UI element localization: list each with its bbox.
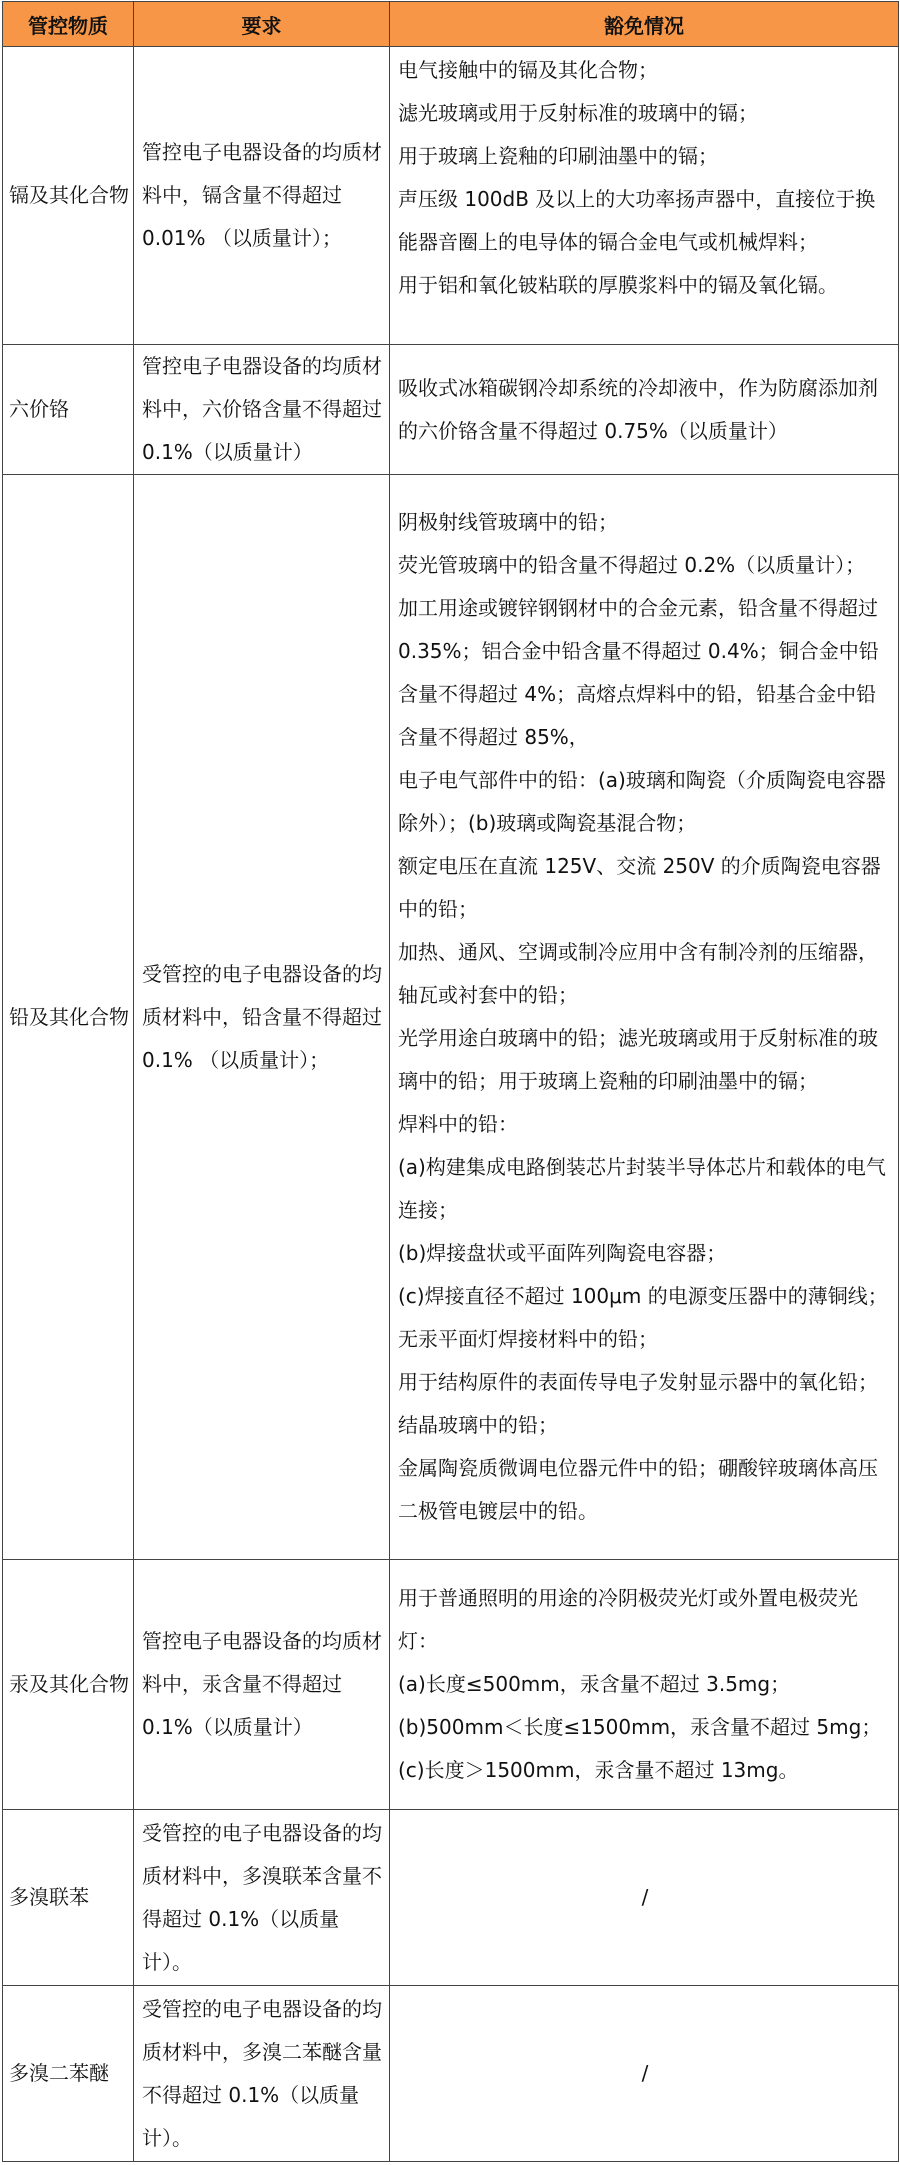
table-row [3, 1810, 899, 1986]
requirement-cell: 管控电子电器设备的均质材料中，镉含量不得超过 0.01% （以质量计）； [134, 47, 390, 345]
table-row [3, 345, 899, 475]
exemptions-cell: / [390, 1986, 899, 2162]
exemptions-cell [390, 1560, 899, 1810]
exemption-item: 滤光玻璃或用于反射标准的玻璃中的镉； [398, 101, 758, 125]
substance-cell: 镉及其化合物 [3, 47, 134, 345]
exemption-item: 用于普通照明的用途的冷阴极荧光灯或外置电极荧光灯： [398, 1586, 858, 1653]
exemptions-cell [390, 47, 899, 345]
exemption-item: 电气接触中的镉及其化合物； [398, 58, 658, 82]
requirement-cell: 管控电子电器设备的均质材料中，六价铬含量不得超过 0.1%（以质量计） [134, 345, 390, 475]
exemption-item: 无汞平面灯焊接材料中的铅； [398, 1327, 658, 1351]
exemption-item: 吸收式冰箱碳钢冷却系统的冷却液中，作为防腐添加剂的六价铬含量不得超过 0.75%（以质量计） [398, 375, 878, 443]
exemptions-cell [390, 475, 899, 1560]
substance-cell: 六价铬 [3, 345, 134, 475]
restriction-table [2, 1, 899, 2162]
exemption-item: 用于玻璃上瓷釉的印刷油墨中的镉； [398, 144, 718, 168]
table-row [3, 47, 899, 345]
exemption-item: 额定电压在直流 125V、交流 250V 的介质陶瓷电容器中的铅； [398, 854, 881, 921]
page [0, 1, 900, 2165]
exemption-item: (a)构建集成电路倒装芯片封装半导体芯片和载体的电气连接； [398, 1155, 886, 1222]
substance-cell: 多溴二苯醚 [3, 1986, 134, 2162]
requirement-cell: 受管控的电子电器设备的均质材料中，铅含量不得超过 0.1% （以质量计）； [134, 475, 390, 1560]
exemption-item: 加工用途或镀锌钢钢材中的合金元素，铅含量不得超过 0.35%；铝合金中铅含量不得超过 0.4%；铜合金中铅含量不得超过 4%；高熔点焊料中的铅，铅基合金中铅含量不得超过 85%， [398, 596, 879, 749]
header-substance: 管控物质 [3, 2, 134, 47]
exemption-item: (a)长度≤500mm，汞含量不超过 3.5mg； [398, 1672, 791, 1696]
exemption-item: 用于结构原件的表面传导电子发射显示器中的氧化铅；结晶玻璃中的铅； [398, 1370, 878, 1437]
requirement-cell: 受管控的电子电器设备的均质材料中，多溴联苯含量不得超过 0.1%（以质量计）。 [134, 1810, 390, 1986]
requirement-cell: 管控电子电器设备的均质材料中，汞含量不得超过 0.1%（以质量计） [134, 1560, 390, 1810]
table-row [3, 1560, 899, 1810]
exemption-item: 光学用途白玻璃中的铅；滤光玻璃或用于反射标准的玻璃中的铅；用于玻璃上瓷釉的印刷油墨中的镉； [398, 1026, 878, 1093]
exemption-item: (b)500mm＜长度≤1500mm，汞含量不超过 5mg； [398, 1715, 882, 1739]
exemption-item: 加热、通风、空调或制冷应用中含有制冷剂的压缩器，轴瓦或衬套中的铅； [398, 940, 878, 1007]
exemption-item: (b)焊接盘状或平面阵列陶瓷电容器； [398, 1241, 727, 1265]
exemption-item: (c)长度＞1500mm，汞含量不超过 13mg。 [398, 1758, 799, 1782]
header-exemptions: 豁免情况 [390, 2, 899, 47]
exemption-item: 阴极射线管玻璃中的铅； [398, 510, 618, 534]
exemption-item: 焊料中的铅： [398, 1112, 518, 1136]
exemptions-cell: / [390, 1810, 899, 1986]
exemption-item: 金属陶瓷质微调电位器元件中的铅；硼酸锌玻璃体高压二极管电镀层中的铅。 [398, 1456, 878, 1523]
exemptions-cell [390, 345, 899, 475]
substance-cell: 多溴联苯 [3, 1810, 134, 1986]
exemption-item: (c)焊接直径不超过 100μm 的电源变压器中的薄铜线； [398, 1284, 888, 1308]
header-row [3, 2, 899, 47]
exemption-item: 电子电气部件中的铅：(a)玻璃和陶瓷（介质陶瓷电容器除外）；(b)玻璃或陶瓷基混合物； [398, 768, 886, 835]
requirement-cell: 受管控的电子电器设备的均质材料中，多溴二苯醚含量不得超过 0.1%（以质量计）。 [134, 1986, 390, 2162]
substance-cell: 汞及其化合物 [3, 1560, 134, 1810]
substance-cell: 铅及其化合物 [3, 475, 134, 1560]
exemption-item: 声压级 100dB 及以上的大功率扬声器中，直接位于换能器音圈上的电导体的镉合金电气或机械焊料； [398, 187, 876, 254]
table-row [3, 1986, 899, 2162]
exemption-item: 用于铝和氧化铍粘联的厚膜浆料中的镉及氧化镉。 [398, 273, 838, 297]
exemption-item: 荧光管玻璃中的铅含量不得超过 0.2%（以质量计）； [398, 553, 866, 577]
table-row [3, 475, 899, 1560]
header-requirement: 要求 [134, 2, 390, 47]
